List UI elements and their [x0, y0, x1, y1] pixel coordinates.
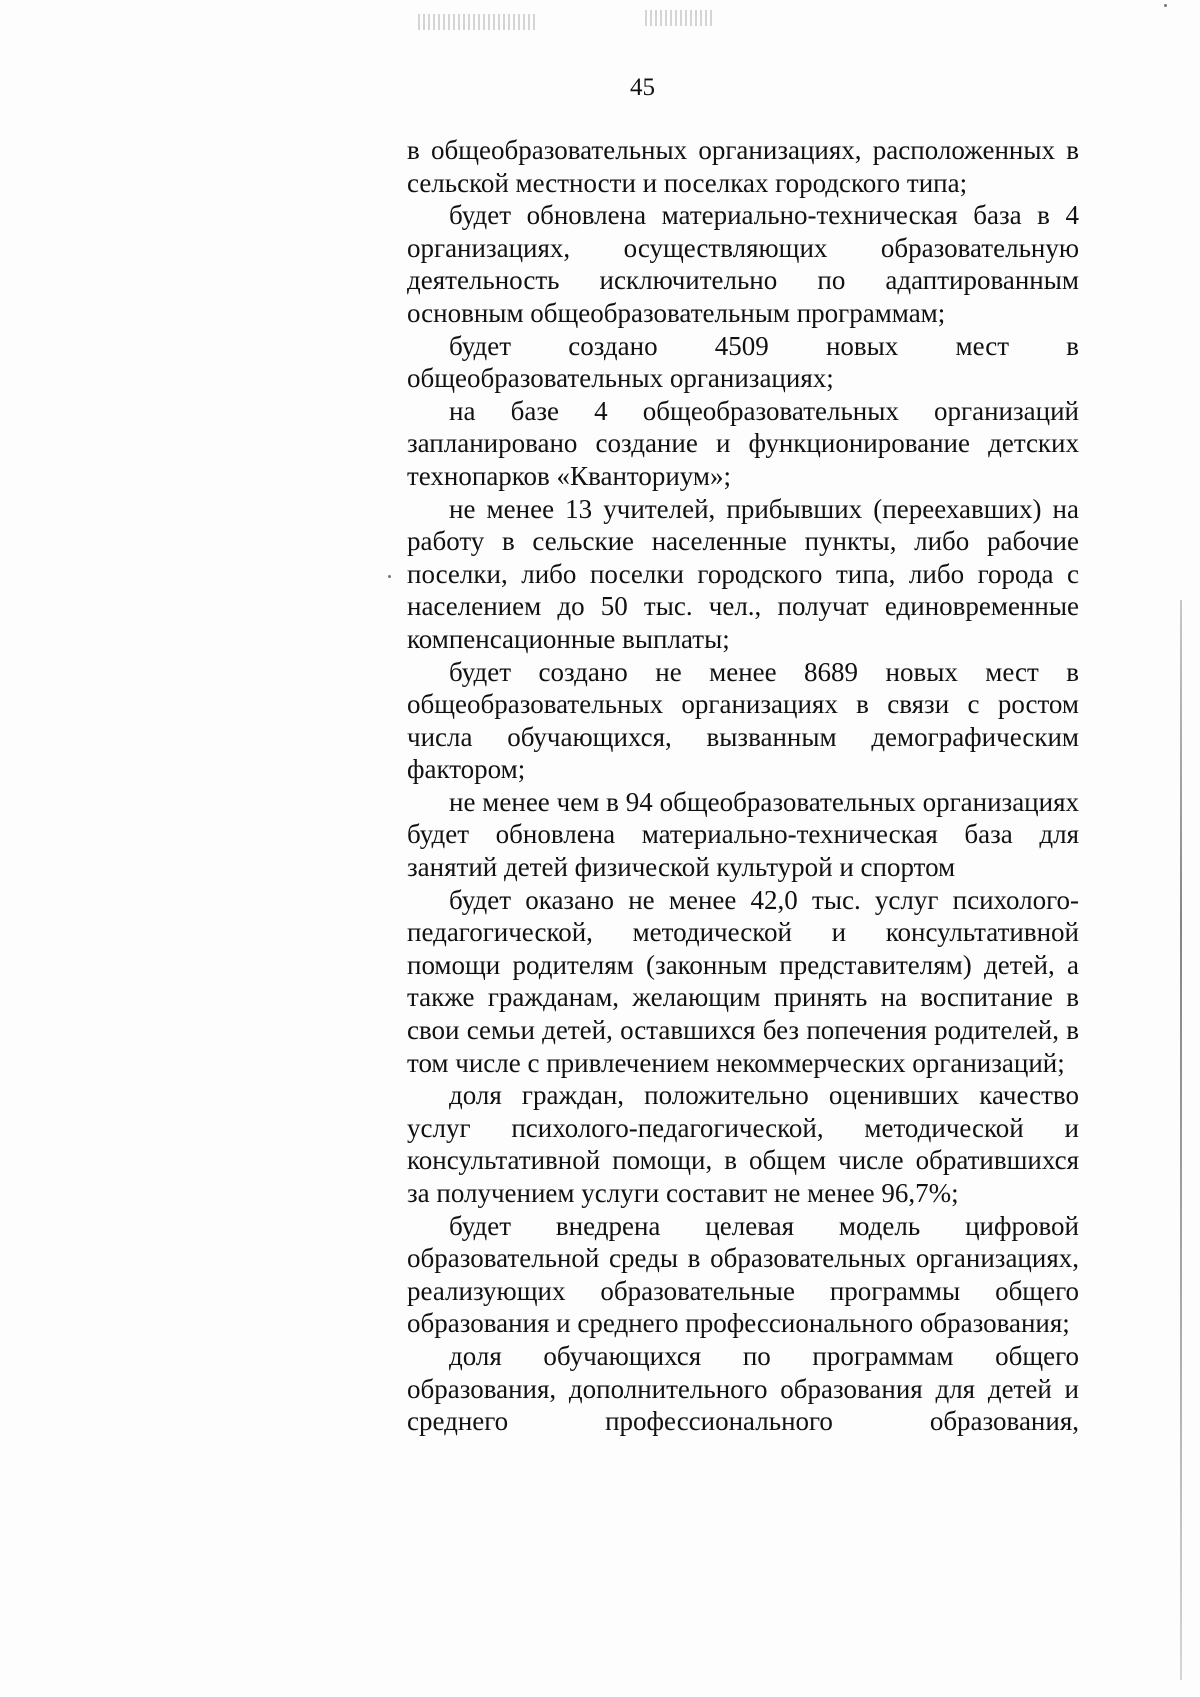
- paragraph: будет обновлена материально-техническая база в 4 организациях, осуществляющих образовательную деятельность исключительно по адаптированным основным общеобразовательным программам;: [407, 200, 1079, 328]
- paragraph: будет создано 4509 новых мест в общеобразовательных организациях;: [407, 330, 1079, 394]
- paragraph: будет оказано не менее 42,0 тыс. услуг психолого-педагогической, методической и консультативной помощи родителям (законным представителям) детей, а также гражданам, желающим принять на воспитание в свои семьи детей, оставшихся без попечения родителей, в том числе с привлечением некоммерческих организаций;: [407, 884, 1079, 1078]
- page-number: 45: [630, 74, 655, 101]
- scan-artifact: [645, 10, 715, 26]
- paragraph: будет внедрена целевая модель цифровой образовательной среды в образовательных организациях, реализующих образовательные программы общего образования и среднего профессионального образования;: [407, 1210, 1079, 1339]
- paragraph: в общеобразовательных организациях, расположенных в сельской местности и поселках городского типа;: [407, 135, 1079, 198]
- paragraph: не менее чем в 94 общеобразовательных организациях будет обновлена материально-техническая база для занятий детей физической культурой и спортом: [407, 786, 1079, 883]
- body-text: [407, 134, 1079, 1438]
- paragraph: доля обучающихся по программам общего образования, дополнительного образования для детей и среднего профессионального образования,: [407, 1340, 1079, 1437]
- scan-dot: [1164, 4, 1167, 7]
- paragraph: не менее 13 учителей, прибывших (переехавших) на работу в сельские населенные пункты, либо рабочие поселки, либо поселки городского типа, либо города с населением до 50 тыс. чел., получат единовременные компенсационные выплаты;: [407, 493, 1079, 654]
- paragraph: доля граждан, положительно оценивших качество услуг психолого-педагогической, методической и консультативной помощи, в общем числе обратившихся за получением услуги составит не менее 96,7%;: [407, 1080, 1079, 1208]
- paragraph: будет создано не менее 8689 новых мест в общеобразовательных организациях в связи с ростом числа обучающихся, вызванным демографическим фактором;: [407, 656, 1079, 785]
- paragraph: на базе 4 общеобразовательных организаций запланировано создание и функционирование детских технопарков «Кванториум»;: [407, 395, 1079, 491]
- scan-dot: [388, 575, 391, 578]
- scan-edge-line: [1180, 600, 1182, 1680]
- scan-artifact: [418, 14, 538, 30]
